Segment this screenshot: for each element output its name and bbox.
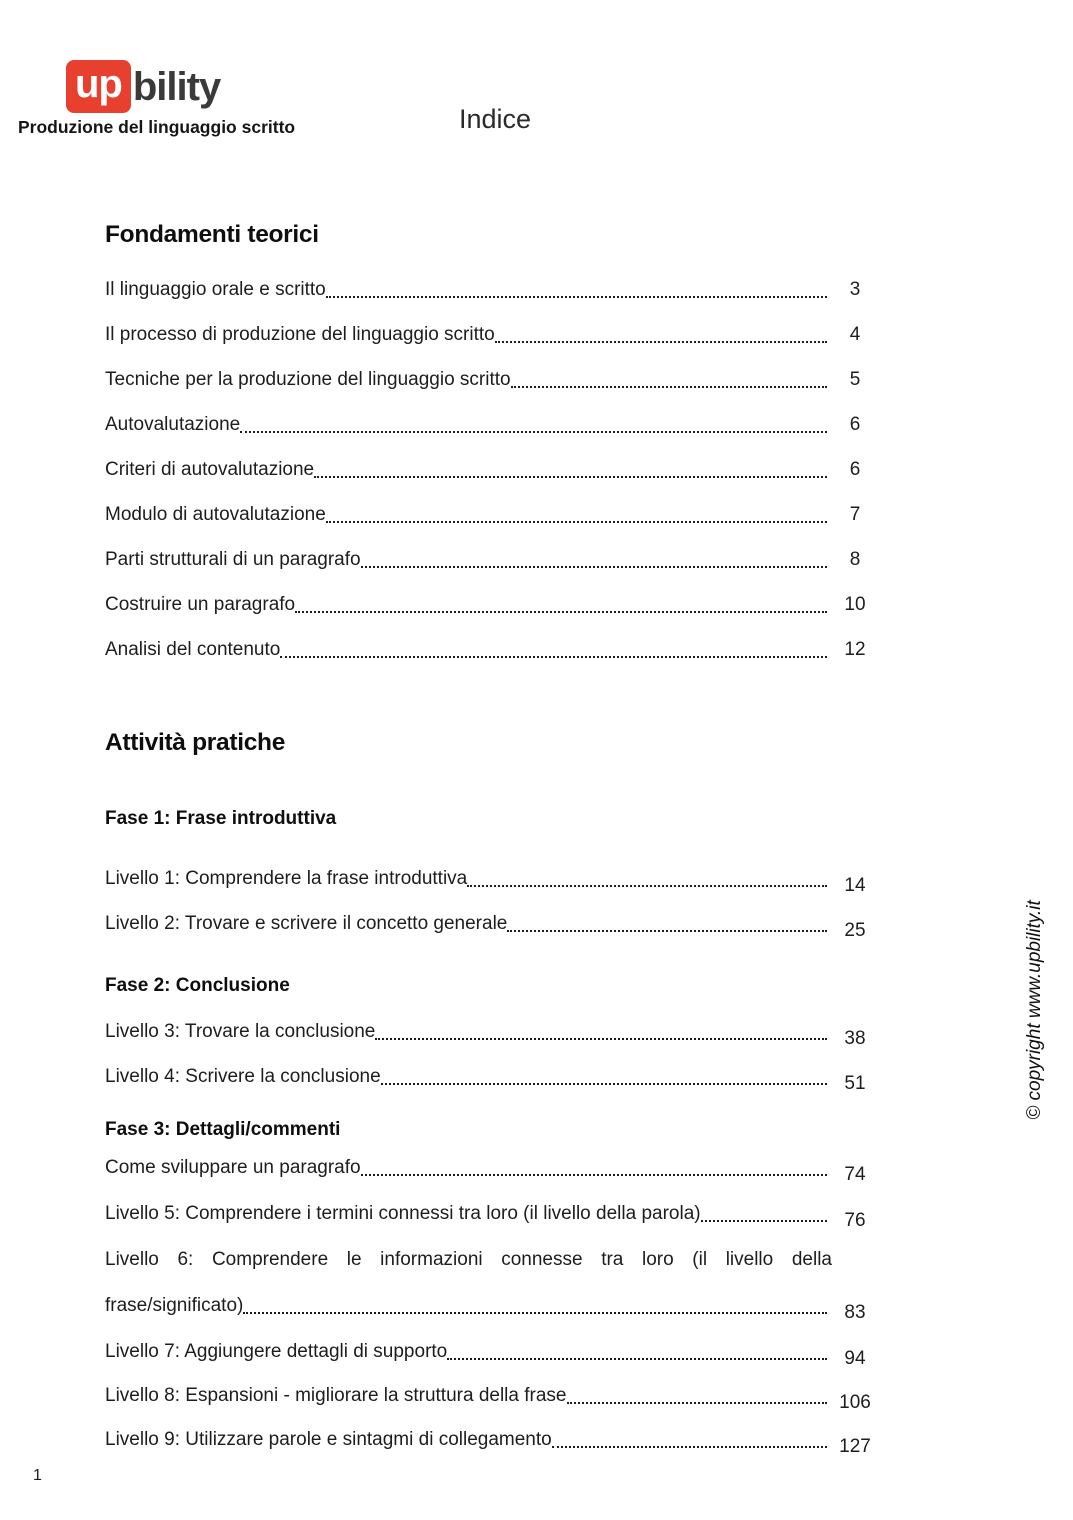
toc-leader-dots xyxy=(381,1083,827,1085)
toc-entry-label: Tecniche per la produzione del linguaggio scritto xyxy=(105,369,511,390)
toc-entry-label: Livello 3: Trovare la conclusione xyxy=(105,1021,376,1042)
toc-leader-dots xyxy=(447,1358,827,1360)
toc-entry-label: Livello 9: Utilizzare parole e sintagmi di collegamento xyxy=(105,1429,552,1450)
toc-entry-page: 6 xyxy=(849,459,861,480)
toc-entry-page: 4 xyxy=(849,324,861,345)
toc-entry xyxy=(105,866,883,896)
toc-leader-dots xyxy=(361,1174,827,1176)
toc-entry xyxy=(105,457,883,482)
toc-leader-dots xyxy=(295,611,827,613)
toc-entry-label: Modulo di autovalutazione xyxy=(105,504,326,525)
toc-entry xyxy=(105,412,883,437)
subsection-heading-fase1: Fase 1: Frase introduttiva xyxy=(105,808,337,829)
toc-entry-page: 5 xyxy=(849,369,861,390)
toc-entry xyxy=(105,1427,883,1457)
toc-entry xyxy=(105,1383,883,1413)
toc-leader-dots xyxy=(361,566,827,568)
toc-entry-page: 38 xyxy=(844,1028,866,1049)
toc-entry xyxy=(105,547,883,572)
toc-entry xyxy=(105,911,883,941)
toc-entry-label: Livello 1: Comprendere la frase introduttiva xyxy=(105,868,468,889)
logo-up-badge: up xyxy=(66,60,131,113)
toc-entry xyxy=(105,1339,883,1369)
toc-entry-page: 25 xyxy=(844,920,866,941)
toc-entry-page: 6 xyxy=(849,414,861,435)
toc-leader-dots xyxy=(314,476,827,478)
footer-page-number: 1 xyxy=(33,1467,42,1484)
toc-leader-dots xyxy=(280,656,827,658)
toc-entry-page: 8 xyxy=(849,549,861,570)
toc-entry-label: Costruire un paragrafo xyxy=(105,594,296,615)
toc-entry-page: 74 xyxy=(844,1164,866,1185)
toc-entry-page: 51 xyxy=(844,1073,866,1094)
toc-entry-label: Il processo di produzione del linguaggio scritto xyxy=(105,324,495,345)
toc-entry-page: 3 xyxy=(849,279,861,300)
toc-leader-dots xyxy=(511,386,827,388)
toc-subsection-fase2 xyxy=(105,1019,883,1109)
toc-entry-page: 76 xyxy=(844,1210,866,1231)
toc-entry xyxy=(105,1293,883,1323)
toc-leader-dots xyxy=(495,341,827,343)
toc-subsection-fase3-continued xyxy=(105,1339,883,1471)
toc-leader-dots xyxy=(240,431,827,433)
toc-entry-label: Criteri di autovalutazione xyxy=(105,459,315,480)
toc-entry-page: 106 xyxy=(839,1392,871,1413)
toc-entry-line1: Livello 6: Comprendere le informazioni connesse tra loro (il livello della xyxy=(105,1249,832,1270)
toc-subsection-fase1 xyxy=(105,866,883,956)
toc-entry-page: 14 xyxy=(844,875,866,896)
copyright-vertical-text: © copyright www.upbility.it xyxy=(1024,900,1045,1120)
toc-entry xyxy=(105,322,883,347)
toc-leader-dots xyxy=(701,1220,827,1222)
toc-entry xyxy=(105,1019,883,1049)
toc-entry-label: Autovalutazione xyxy=(105,414,241,435)
toc-entry xyxy=(105,502,883,527)
toc-leader-dots xyxy=(552,1446,827,1448)
toc-entry-page: 127 xyxy=(839,1436,871,1457)
document-subtitle: Produzione del linguaggio scritto xyxy=(18,117,296,137)
toc-entry-page: 94 xyxy=(844,1348,866,1369)
page-title: Indice xyxy=(458,104,532,134)
toc-entry xyxy=(105,1064,883,1094)
toc-entry-label: Parti strutturali di un paragrafo xyxy=(105,549,361,570)
toc-entry-label: Il linguaggio orale e scritto xyxy=(105,279,326,300)
toc-leader-dots xyxy=(567,1402,828,1404)
toc-entry xyxy=(105,1201,883,1231)
section-heading-fondamenti: Fondamenti teorici xyxy=(105,221,319,248)
toc-leader-dots xyxy=(243,1312,827,1314)
toc-entry-label: Analisi del contenuto xyxy=(105,639,281,660)
section-heading-attivita: Attività pratiche xyxy=(105,729,286,756)
toc-entry-label: Come sviluppare un paragrafo xyxy=(105,1157,361,1178)
toc-entry-page: 83 xyxy=(844,1302,866,1323)
toc-subsection-fase3 xyxy=(105,1155,883,1247)
toc-leader-dots xyxy=(467,885,827,887)
toc-entry-label: frase/significato) xyxy=(105,1295,244,1316)
toc-entry xyxy=(105,1155,883,1185)
toc-leader-dots xyxy=(326,521,827,523)
toc-entry-label: Livello 4: Scrivere la conclusione xyxy=(105,1066,381,1087)
logo-bility-text: bility xyxy=(132,64,221,109)
toc-entry-page: 10 xyxy=(844,594,866,615)
toc-entry-label: Livello 5: Comprendere i termini connessi tra loro (il livello della parola) xyxy=(105,1203,701,1224)
toc-entry-label: Livello 8: Espansioni - migliorare la struttura della frase xyxy=(105,1385,567,1406)
toc-leader-dots xyxy=(375,1038,827,1040)
toc-leader-dots xyxy=(326,296,827,298)
subsection-heading-fase2: Fase 2: Conclusione xyxy=(105,975,290,996)
toc-section-fondamenti xyxy=(105,277,883,682)
toc-entry xyxy=(105,637,883,662)
toc-entry-label: Livello 7: Aggiungere dettagli di supporto xyxy=(105,1341,448,1362)
subsection-heading-fase3: Fase 3: Dettagli/commenti xyxy=(105,1119,341,1140)
toc-entry-page: 12 xyxy=(844,639,866,660)
toc-entry xyxy=(105,277,883,302)
toc-leader-dots xyxy=(507,930,827,932)
toc-entry xyxy=(105,592,883,617)
toc-entry xyxy=(105,367,883,392)
toc-entry-page: 7 xyxy=(849,504,861,525)
toc-entry-label: Livello 2: Trovare e scrivere il concetto generale xyxy=(105,913,508,934)
